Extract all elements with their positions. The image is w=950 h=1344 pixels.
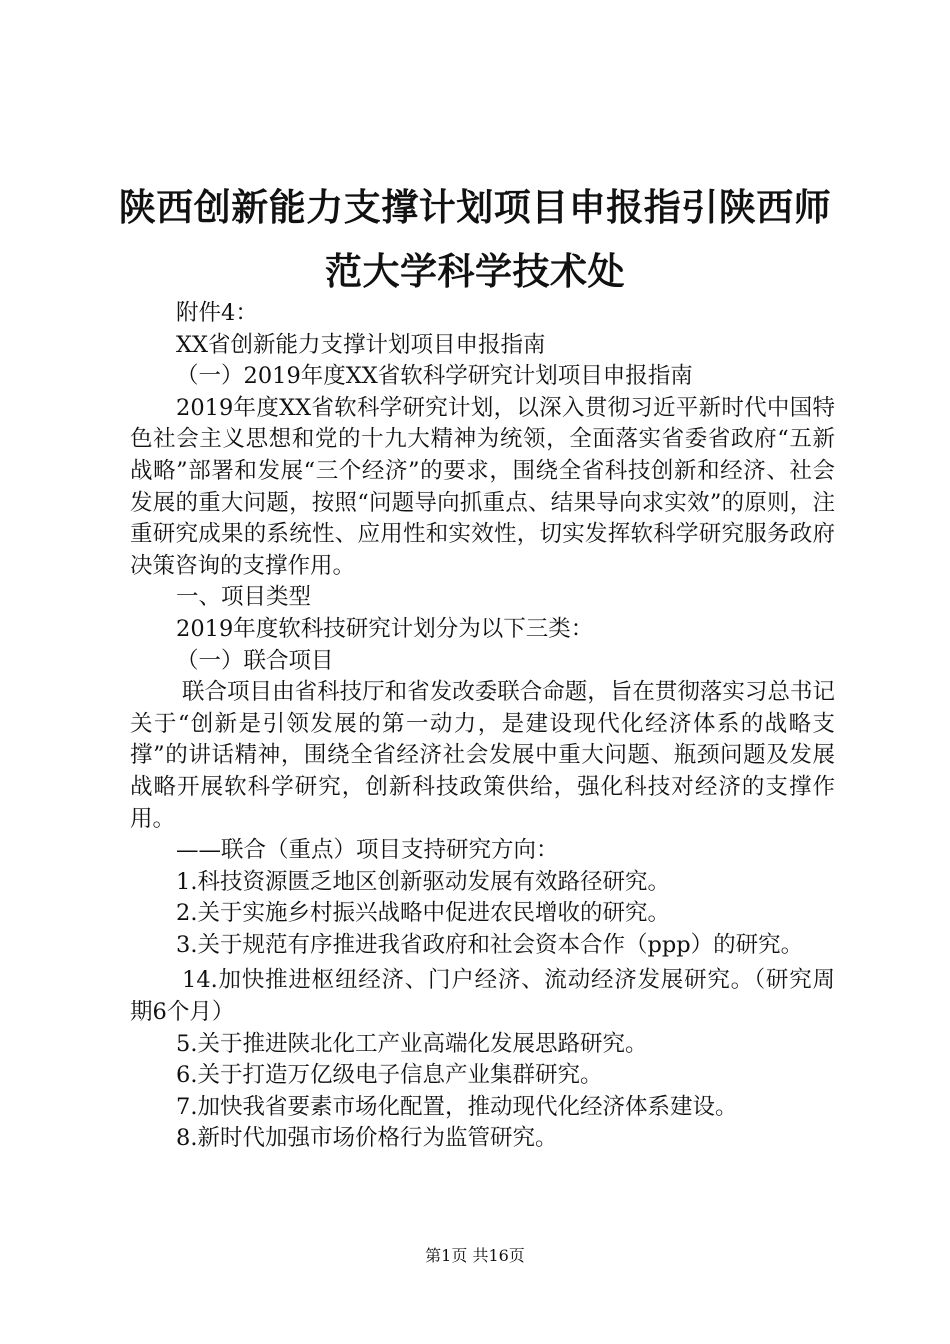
list-item: 3.关于规范有序推进我省政府和社会资本合作（ppp）的研究。	[176, 931, 804, 958]
document-body	[130, 298, 835, 1155]
section-heading: （一）联合项目	[176, 647, 334, 674]
list-item: 14.加快推进枢纽经济、门户经济、流动经济发展研究。（研究周期6个月）	[130, 967, 835, 1026]
list-item: 6.关于打造万亿级电子信息产业集群研究。	[176, 1062, 603, 1089]
document-title: 陕西创新能力支撑计划项目申报指引陕西师范大学科学技术处	[118, 186, 832, 293]
list-item: 2.关于实施乡村振兴战略中促进农民增收的研究。	[176, 900, 670, 927]
section-heading: （一）2019年度XX省软科学研究计划项目申报指南	[176, 363, 693, 390]
page-footer: 第1页 共16页	[425, 1246, 525, 1265]
section-heading: 一、项目类型	[176, 584, 312, 611]
body-paragraph: 联合项目由省科技厅和省发改委联合命题，旨在贯彻落实习总书记关于“创新是引领发展的第一动力，是建设现代化经济体系的战略支撑”的讲话精神，围绕全省经济社会发展中重大问题、瓶颈问题及发展战略开展软科学研究，创新科技政策供给，强化科技对经济的支撑作用。	[130, 679, 835, 832]
list-item: 1.科技资源匮乏地区创新驱动发展有效路径研究。	[176, 868, 670, 895]
attachment-label: 附件4：	[176, 300, 258, 326]
list-item: 5.关于推进陕北化工产业高端化发展思路研究。	[176, 1030, 648, 1057]
guide-title: XX省创新能力支撑计划项目申报指南	[176, 331, 546, 358]
body-paragraph: 2019年度XX省软科学研究计划，以深入贯彻习近平新时代中国特色社会主义思想和党的十九大精神为统领，全面落实省委省政府“五新战略”部署和发展“三个经济”的要求，围绕全省科技创新和经济、社会发展的重大问题，按照“问题导向抓重点、结果导向求实效”的原则，注重研究成果的系统性、应用性和实效性，切实发挥软科学研究服务政府决策咨询的支撑作用。	[130, 394, 835, 579]
list-item: 8.新时代加强市场价格行为监管研究。	[176, 1125, 558, 1152]
body-paragraph: 2019年度软科技研究计划分为以下三类：	[176, 615, 594, 642]
list-item: 7.加快我省要素市场化配置，推动现代化经济体系建设。	[176, 1093, 738, 1120]
list-heading: ——联合（重点）项目支持研究方向：	[176, 837, 559, 864]
